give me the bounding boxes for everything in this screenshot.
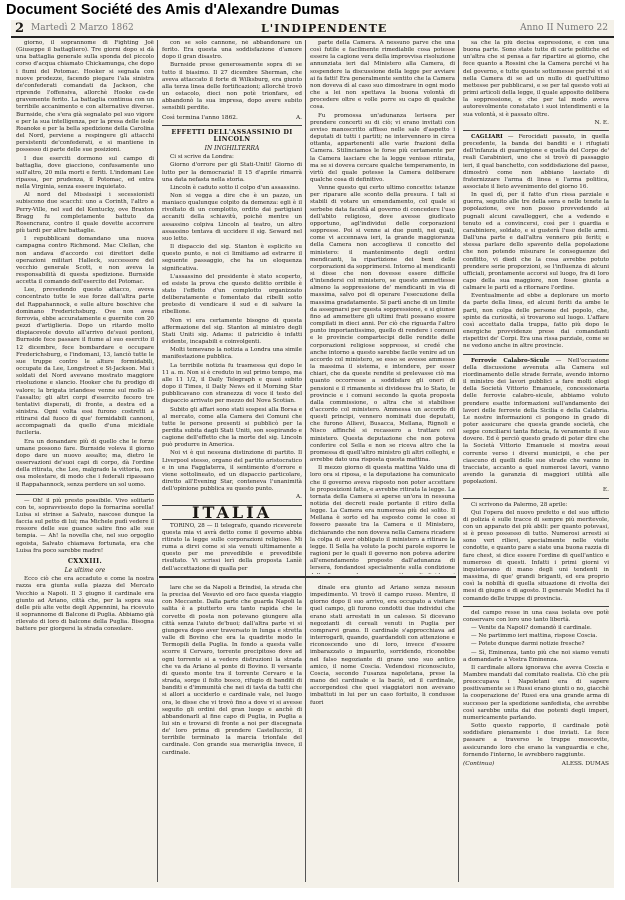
section-subtitle: IN INGHILTERRA [204,145,260,153]
column-3 [310,40,455,574]
feuilleton-divider [463,606,609,607]
column-1 [16,40,154,882]
article-paragraph: I due eserciti dormono sul campo di battaglia, dove giacciono, confusamente uno sull'altro, 20 mila morti e feriti. L'indomani Lee ripassa, per prudenza, il Potomac, ed entra nella Virginia, senza essere inquietato. [16,155,154,191]
novel-paragraph: — Sì, Eminenza, tanto più che noi siamo venuti a domandarle a Vostra Eminenza. [463,649,609,663]
feuilleton-rule [159,576,456,578]
newspaper-page [11,20,614,888]
section-divider [463,354,609,355]
signoff-initial: A. [295,114,302,121]
novel-paragraph: — Ne partimmo ieri mattina, rispose Coscia. [471,633,598,640]
article-paragraph: Eventualmente ad ebbe a deplorare un morto da parte della linea, ed alcuni feriti da ambe le parti, non colpa delle persone del popolo, che, spinte da curiosità, sì trovarono sul luogo. L'affare così accettato dalla truppa, fatto più dopo le energiche provvidenze prese dai comandanti rispettivi de' Corpi. Era una rissa parziale, come se ne vedono anche in altre provincie. [463,293,609,350]
article-signoff: N. E. [594,119,609,126]
author-name: ALESS. DUMAS [561,760,609,767]
article-paragraph: Ci scrivono da Palermo, 28 aprile: [471,501,568,508]
novel-paragraph: — Venite da Napoli? domandò il cardinale. [471,625,592,632]
article-paragraph: Ferrovie Calabro-Sicule — Nell'occasione della discussione avvenuta alla Camera sul riordinamento delle strade ferrate, avendo intorno il ministro dei lavori pubblici a fare molti elogi della Società Vittorio Emanuele, concessionaria delle ferrovie calabro-sicule, abbiamo voluto prendere esatte informazioni sull'andamento dei lavori delle ferrovie della Sicilia e della Calabria. Le nostre informazioni ci pongono in grado di poter assicurare che questa grande società, che seppe conciliarsi tanta fiducia, fa veramente il suo dovere. Ed è perciò questo grado di poter dire che la Società Vittorio Emanuele si mostra assai corrente verso i diversi municipii, e che per ciascuno di quelli delle sue strade che vanno in tracciate, accanto a quel numerosi lavori, vanno avendo la garanzia di maggiori utilità alle popolazioni. [463,357,609,486]
article-signoff: E. [602,487,609,494]
column-4 [463,40,609,882]
column-rule [305,40,306,882]
novel-paragraph: — Potete dunque darmi notizie fresche? [471,641,585,648]
article-paragraph: Non si vegga a dire che è un pazzo, un maniaco qualunque colpito da demenza: egli è il rivoltato di un complotto, ordito dai partigiani accaniti della schiavitù, poichè mentre un assassino colpiva Lincoln al teatro, un altro assassino tentava di uccidere il sig. Seward nel suo letto. [162,192,302,242]
source-banner: Document Société des Amis d'Alexandre Dumas [6,2,340,18]
column-rule [157,40,158,882]
novel-paragraph: lare che se da Napoli a Brindisi, la strada che la precisa del Vesuvio ed oro face questa viaggio con Meccante. Dalla parte che guarda Napoli la salita è a piutterto era tanto rapida che le corvette di posta non potevano giungere alla città senza l'aiuto de'buoi; dall'altra parte vi si giungeva dopo aver traversato in lunga e stretta valle di Bovino che era la quadrite modo le Termopili della Puglia. In fondo a questa valle scorre il Cervaro, torrente precipitoso dove ad ogni torrente si a vedere distruzioni la strada che va da Ariano al ponte di Bovino. Il versante di questo monte tra il torrente Cervaro e la strada, sorge il folto bosco, rifugio di banditi di banditi e d'immunità che nei di tavla da tutti che si allori a ucciderlo e cardinale vale, nel luogo ora, le disse che vi trovò fino a dove vi si avesse seguito gli ordini del gran luogo e anchè di abbandonarli al fine capo di Puglia, in Puglia a lui sin e trovarsi di fronte a noi per discegnata de' loro prima di prendere Castelluccio, il terribile terminato la marcia trionfale del cardinale. Con grande sua meraviglia invece, il cardinale. [162,585,302,756]
article-paragraph: I repubblicani domandano una nuova campagna contro Richmond. Mac Clellan, che non andava d'accordo coi direttori delle operazioni militari Halleck, successore del vecchio generale Scott, e non aveva la responsabilità di questa spedizione. Burnside accetta il comando dell'esercito del Potomac. [16,236,154,286]
novel-paragraph: del campo resse in una casa isolata ove potè conservare con loro uno tanto libertà. [463,609,609,623]
article-paragraph: Il mezzo giorno di questa mattina Valdo una di loro ora si riposa, e la deputazione ha comunicato che il governo aveva risposto non poter accettare le proposizioni fatte, e avrebbe ritirata la legge. La tornata della Camera si aperse un'ora in nessuna notizia dei decreti reale portante il ritiro della legge. La Camera era numerosa più del solito. Il Mellana è sorto ed ha esposto come le cose si fossero passate tra la Camera e il Ministero, dichiarando che non doveva nella Camera ricadere la colpa di aver obbligato il ministero a ritirare la legge. Il Sella ha voluto la pochi parole esporre le ragioni per le quali il governo non poteva aderire all'emendamento proposto dall'adunanza di lersera, fondandosi specialmente sulla condizione [310,465,455,572]
section-text: Nell'occasione della discussione avvenuta alla Camera sul riordinamento delle strade ferrate, avendo intorno il ministro dei lavori pubblici a fare molti elogi della Società Vittorio Emanuele, concessionaria delle ferrovie calabro-sicule, abbiamo voluto prendere esatte informazioni sull'andamento dei lavori delle ferrovie della Sicilia e della Calabria. Le nostre informazioni ci pongono in grado di poter assicurare che questa grande società, che seppe conciliarsi tanta fiducia, fa veramente il suo dovere. Ed è perciò questo grado di poter dire che la Società Vittorio Emanuele si mostra assai corrente verso i diversi municipii, e che per ciascuno di quelli delle sue strade che vanno in tracciate, accanto a quel numerosi lavori, vanno avendo la garanzia di maggiori utilità alle popolazioni. [463,357,609,486]
article-paragraph: giorno, il soprannome di Fighting Joë (Giuseppe il battagliero). Tre giorni dopo si dà una battaglia generale sulla sponda del piccolo corso d'acqua chiamato Chickamunga, che dopo i fiumi del Potomac. Hooker si segnala con nuove prodezze, facendo piegare l'ala sinistra de'confederati comandati da Jackson, che riprende l'offensiva, allorchè Hooke ca-de gravemente ferito. La battaglia continua con un terribile accanimento e con alternative diverse. Burnside, che s'era già segnalato pel suo vigore e per la sua intelligenza, per la presa delle isole Roanoke e per la bella spedizione della Carolina del Nord, perviene a respingere gli attacchi persistenti de'confederati, e si mantiene in possesso di parte delle sue posizioni. [16,40,154,154]
section-divider [162,125,302,126]
section-heading-italia: ITALIA [191,502,273,522]
section-heading: Ferrovie Calabro-Sicule [471,357,550,364]
continua-label: (Continua) [463,760,495,767]
dateline-text: Ferocidati passato, in quella precedente, la banda dei banditi e i rifugiati dell'infanzia di guarnigione e quella del Corpo de' reali Carabinieri, uno che si trovò di passaggio ieri, il qual banchetto, con soddisfazione del paese, dimostrò come non abbiano lasciato di fraternizzare l'arma di linea e l'arma politica, associate il lieto avvenimento del giorno 16. [463,133,609,190]
feuilleton-column-2 [162,585,302,882]
feuilleton-divider [16,494,154,495]
novel-paragraph: Ecco ciò che era accaduto e come la nostra razza era giunta sulla piazza del Mercato Vecchio a Napoli. Il 3 giugno il cardinale era giunto ad Ariano, città che, per la sopra sua delle più alte vette degli Appennini, ha ricevuto il soprannome di Balcone di Puglia. Abbiamo già rilevato di loro di balcone della Puglia. Bisogna battere per giorgersi la strada consolare. [16,576,154,633]
novel-signoff [463,761,609,768]
article-paragraph: In quel dì, per il fatto d'un rissa parziale e guerra, seguito alle tre della sera e nelle tenete la popolazione, ove non posso provvedendo ai pugnali alcuni cavalleggeri, che a vedendo e tenuto ed a convincersi, così per i guardia e carabiniere, soldato, e si gusterà l'uso delle armi. Dall'una parte e dall'altra vennero più feriti; e stessa parlare dello spavento della popolazione che non potendo misurare le conseguenze del conflitto, vi diedi che la cosa avrebbe potuto prendere serie proporzioni, se l'influenza di alcuni ufficiali, prontamente accorsi sul luogo, fra di loro capo della sua maggiore, non fosse giunta a calmare le parti ed a ritornare l'ordine. [463,192,609,292]
article-paragraph: Subito gli affari sono stati sospesi alla Borsa e al mercato, come alla Camera dei Comuni che tutte le persone presenti si pubblicò per la perdita subita dagli Stati Uniti, son sospirando e cagione dell'effetto che la morte del sig. Lincoln può produrre in America. [162,406,302,449]
article-paragraph: Ci si scrive da Londra: [170,154,234,161]
article-paragraph: CAGLIARI — Ferocidati passato, in quella precedente, la banda dei banditi e i rifugiati dell'infanzia di guarnigione e quella del Corpo de' reali Carabinieri, uno che si trovò di passaggio ieri, il qual banchetto, con soddisfazione del paese, dimostrò come non abbiano lasciato di fraternizzare l'arma di linea e l'arma politica, associate il lieto avvenimento del giorno 16. [463,133,609,190]
section-divider [463,130,609,131]
article-paragraph: La terribile notizia fu trasmessa qui dopo le 11 a. m. Non si è creduto in sul primo tempo, ma alle 11 1/2, il Daily Telegraph e quasi subito dopo il Times, il Daily News ed il Morning Star pubblicavano con stranezza di voce il testo del dispaccio arrivato per mezzo del Nova Scotian. [162,362,302,405]
article-paragraph: Non vi era certamente bisogno di questa affermazione del sig. Stanton al ministro degli Stati Uniti sig. Adams: il patricidio è infatti evidente, incapabili e coinvolgenti. [162,317,302,346]
novel-paragraph: Sotto questo rapporto, il cardinale potè soddisfare pienamente i due inviati. Le fece passare a traverso le truppe moscovite, assicurando loro che erano la vanguardia e che, fornendo l'interno, le avrebbero raggiunte. [463,723,609,758]
article-paragraph: Noi vi è qui nessuna distinzione di partito. Il Liverpool stesso, organo del partito aristocratico e in una Fagglaterra, il sentimento d'orrore e viene sottolineato, ed un dispaccio particolare, diretto all'Evening Star, conteneva l'unanimità dell'opinione pubblica su questo punto. [162,450,302,493]
article-paragraph: Era un donandare più di quello che le forze umane possono fare. Burnside voleva il giorno dopo dare un nuovo assalto; ma, dietro le osservazioni de'suoi capi di corpo, dà l'ordine della ritirata, che Lee, malgrado la vittoria, non osa molestare, di modo che i federali ripassano il Rappahannock, senza perdere un sol uomo. [16,438,154,488]
feuilleton-column-3 [310,585,455,882]
masthead [11,20,614,38]
section-divider [463,498,609,499]
section-title: EFFETTI DELL'ASSASSINIO DI LINCOLN [171,127,293,143]
article-paragraph: Fu promossa un'adunanza lerisera per prendere concerti su di ciò; vi erano invitati con avviso manoscritto affisso nelle sale d'aspetto i deputati di tutti i partiti; ne intervennero in circa ottanta, appartenenti alle varie frazioni della Camera. Stilinciamos le forse più certamente per la Camera lasciare che la legge venisse ritirata, ma se si doveva cercare qualche temperamento, in virtù del quale potesse la Camera deliberare qualche cosa di definitivo. [310,112,455,183]
article-signoff [162,115,302,122]
dateline: CAGLIARI [471,133,503,140]
article-paragraph: Lee, prevedendo questo attacco, aveva concentrato tutte le sue forze dall'altra parte del Rappahannock, e sulle alture boschive che dominano Frederichsburg. Ove non avea ferrovia, ebbe accuratamente e guernite con 20 pezzi d'artiglieria. Dopo un ritardo molto dispiacevole dovuto all'arrivo de'suoi pontoni, Burnside fece passare il fiume al suo esercito il 12 dicembre, fece bombardare e occupare Frederichsburg, e l'indomani, 13, lanciò tutte le sue truppe contro le alture formidabili, occupate da Lee, Longstreet e St-Jackson. Mai i soldati del Nord avevano mostrato maggiore risoluzione e slancio. Hooker che fu prodigo di valore; la brigata irlandese venne sul mollo al-l'assalto; gli altri corpi d'esercito fecero tre tentativi disperati, di fronte, a destra ed a sinistra. Ogni volta essi furono costretti a ritirarsi dal fuoco di que' formidabili cannoni, accompagnati da quello d'una micidiale fucileria. [16,287,154,437]
masthead-issue: Anno II Numero 22 [520,23,608,33]
article-paragraph: con se solo cannone, né abbandonare un ferito. Era questa una soddisfazione d'amore dopo il gran disastro. [162,40,302,61]
column-rule [458,40,459,882]
article-paragraph: Il dispaccio del sig. Stanton è esplicito su questo punto, e noi ci limitiamo ad estrarre il seguente passaggio, che ha un eloquenza significativa. [162,244,302,272]
chapter-number: CXXXIII. [67,556,103,565]
novel-paragraph: — Oh! il più presto possibile. Vivo solitario con te, sopravvissuto dopo la fornarina sorella! Luisa si strinse a Salvato, nascose dunque la faccia sul petto di lui; ma Michele pudì vedere il rossore delle sue guance salire fino alle sue tempia. — Ah! la novella che, nel suo orgoglio egoista, Salvato chiamava fortunata, era che Luisa fra poco sarebbe madre! [16,497,154,554]
column-2 [162,40,302,574]
article-paragraph: Burnside prese generosamente sopra di se tutto il biasimo. Il 27 dicembre Sherman, che aveva attaccato il forte di Wilksburg, era giunto alla terza linea delle fortificazioni; allorchè trovò un ostacolo, dieci non potè trionfare, ed abbandonò la sua impresa, dopo avere subito sensibili perdite. [162,62,302,112]
article-paragraph: Giorno d'orrore per gli Stati-Uniti! Giorno di lutto per la democrazia! Il 15 d'aprile rimarrà una data nefasta nella storia. [162,162,302,183]
article-paragraph: Lincoln è caduto sotto il colpo d'un assassino. [170,184,300,191]
article-signoff: A. [295,494,302,501]
novel-paragraph: Il cardinale allora ignorava che aveva Coscia e Mambre mandati dal comitato realista. Ciò che più preoccupava i Napoletani era di sapere positivamente se i Russi erano giunti o no, giacchè la cooperazione de' Russi era una grande arma di successo per la spedizione sanfedista, che avrebbe così sarebbe unita dai due potenti degli imperi, numericamente parlando. [463,664,609,721]
masthead-date: Martedì 2 Marzo 1862 [31,23,134,33]
novel-paragraph: dinale era giunto ad Ariano senza nessun impedimento. Vi trovò il campo russo. Mentre, il giorno dopo il suo arrivo, era occupato a visitare quel campo, gli furono condotti due individui che erano stati arrestati in un calesso. Si dicevano negozianti di cereali venuti in Puglia per comprarvi grano. Il cardinale s'approcchiava ad interrogarli, quando, guardandoli con attenzione e riconoscendo uno di loro, invece d'essere imbarazzato o impaurito, sorridendo, riconobbe nel falso negoziante di grano uno suo antico amico, il nome Coscia. Vedendosi riconosciuto, Coscia, secondo l'usanza napoletana, prese la mano del cardinale e la baciò, ed il cardinale, accorgendosi che quei viaggiatori non avevano imbattuti in lui per un caso fortuito, li condusse fuori [310,585,455,706]
article-paragraph: sa che la più decisa espressione, e con una buona parte. Sono state tutte di carte politiche ed un'altra che si pensa a far ripartire ai giorno, che fece quanto a Rossini che la Camera perché vi ha del governo, e tutte queste sottomesse perché vi si nella Camera di se ad un nullo di quell'ultimo mettesse per pubblicarsi, e se per tal questo voti ai primi articoli della legge, il quale apposito delibera la soppressione, e che per tal modo aveva autorevolmente constatato i suoi intendimenti e la sua volontà, si è passato oltre. [463,40,609,118]
article-paragraph: Qui l'opera del nuovo prefetto e del suo ufficio di polizia è sulle tracce di sempre più meritevole, con un apparato dei più abili: per quanto potevasi, si è preso possesso di tutto. Numerosi arresti si sono veri rilievi, specialmente nelle visite condotte, e quanto pare a siate una buona razzia di fare chest, si dice essere l'ordine di quell'antico e numeroso di questi. Infatti i primi giorni vi inquietavano di mano degli uni tendenti in massima, di que' grandi briganti, ed era proprio così la nobiltà di quella situazione di rivolta dei mesi di giugno e di agosto. Il generale Medici ha il comando delle truppe di provincia. [463,509,609,602]
article-paragraph: TORINO, 28 — Il telegrafo, quando riceverete questa mia vi avrà detto come il governo abbia ritirato la legge sulle corporazioni religiose. Mi ruma a dirvi come si sia venuti ultimamente a questo per me prevedibile e prevedibile risultato. Vi scrissi lerì della proposta Lanìè dell'accettazione di qualla per [162,522,302,572]
page-number: 2 [15,21,25,36]
journal-title: L'INDIPENDENTE [261,22,388,35]
signoff-date: Così termina l'anno 1862. [162,114,238,121]
article-paragraph: Molti temevano la notizia a Londra una simile manifestazione pubblica. [162,347,302,361]
article-paragraph: parte della Camera. A nessuno parve che una così futile e facilmente rimediabile cosa potesse essere la cagione vera della improvvisa risoluzione annunziata ieri dal Ministero alla Camera, di sospendere la discussione della legge per avviare ai fa fatti! Era generalmente sentito che la Camera non doveva dì al caso suo dimostrare in ogni modo che a lei non spettava la buona volontà di procedere oltre e volle porre su capo di qualche cosa. [310,40,455,111]
chapter-title: Le ultime ore [64,567,106,575]
article-paragraph: L'assassino del presidente è stato scoperto, ed esiste la prova che questo delitto orribile è stato l'effetto d'un complotto organizzato deliberatamente e fomentato dai ribelli sotto pretesto di vendicare il sud e di salvare la ribellione. [162,273,302,316]
article-paragraph: Venne questo qui certo ultimo concetto: istanze per riparare alle sconto della presura. I tali si stabili di votare un emendamento, col quale si serbebe data facoltà al governo di concedere l'uso dell'abito religioso, dove avesse giudicato opportuno, agl'individui delle corporazioni soppresse. Poi si venne ai due punti, nei quali, come vi accennava ieri, la grande maggioranza della Camera non accoglieva il concetto del ministero: il mantenimento degli ordini mendicanti, la ripartizione dei beni delle corporazioni da sopprimersi. Intorno al mendicanti si disse che non dovesse essere difficile d'intendersi col ministero, se questo ammettesse almeno la soppressione de' mendicanti in via di massima, salvo poi di operare l'esecuzione della massima gradatamente. Si partì anche di un limite da assegnarsi per questa soppressione, e si giunse fino ad ammettere gli ultimi frati possano essere compilati in dieci anni. Per ciò che riguarda l'altro punto importantissimo, quello di rendere i comuni e le provincie compartecipi delle rendite delle corporazioni religiose soppresse, si credé che anche intorno a questo sarebbe facile venire ad un accordo col ministero, se esso se avesse ammesso la massima il sistema, e intendere, per esser chiari, che da queste rendite si prelevasse ciò ma quanto occorresse a soddisfare gli oneri di pensioni e il rimanente si dividesse fra lo Stato, le provincie e i comuni secondo la quota proposta dalla commissione, o altra che si stabilisse d'accordo col ministero. Ammessa un accordo di questi principi, vennero nominati due deputati, che furono Allievi, Busacca, Mellana, Rignoli e Nisco affinché si recassero a trattare col ministero. Questa deputazione che non poteva conferire col Sella e non se riceva altro che la promessa di quell'altro ministro gli altri colleghi, e avrebbe dato una risposta questa mattina. [310,185,455,464]
article-paragraph: Al nord del Mississipì i secessionisti subiscono due scacchi: uno a Corinth, l'altro a Perry-Ville, nel sud del Kentucky, ove Braxton Bragg fu completamente battuto da Rosencranz, contro il quale dovette accorrere più tardi per altre battaglie. [16,192,154,235]
